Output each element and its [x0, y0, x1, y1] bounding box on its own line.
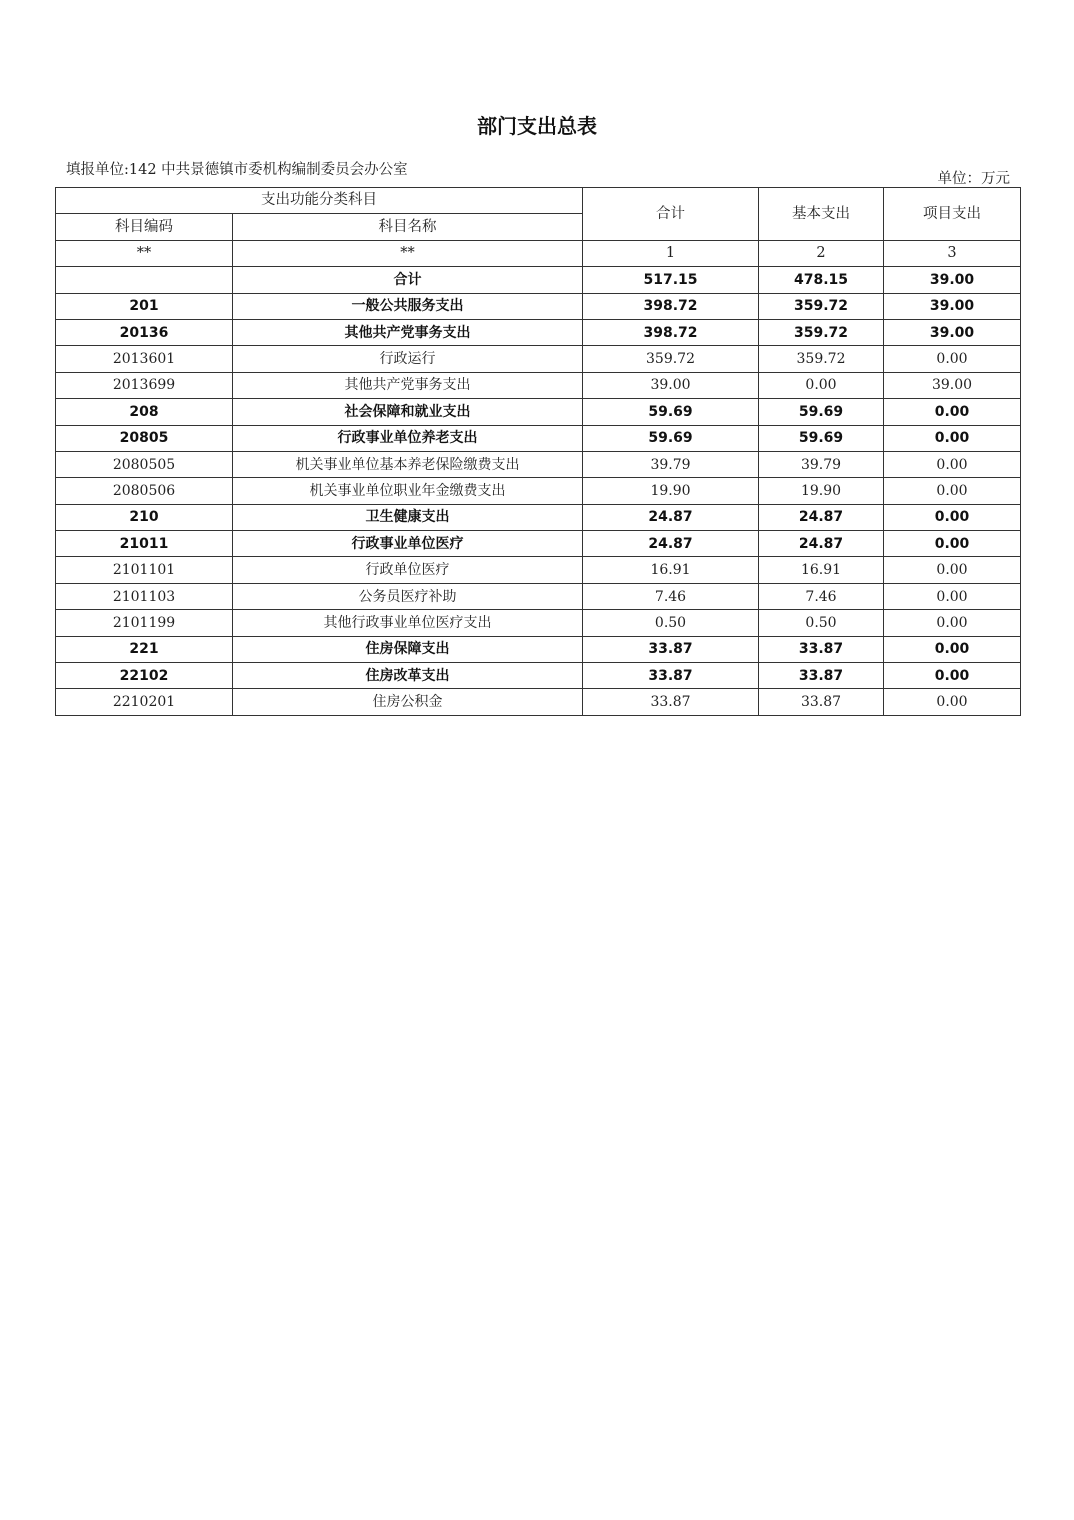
header-code: 科目编码 — [56, 214, 233, 240]
cell-name: 行政单位医疗 — [233, 557, 583, 583]
header-project: 项目支出 — [884, 188, 1021, 241]
cell-code: 20136 — [56, 319, 233, 345]
cell-code: 2013699 — [56, 372, 233, 398]
cell-project: 0.00 — [884, 504, 1021, 530]
table-row — [56, 583, 1021, 609]
table-row — [56, 319, 1021, 345]
cell-total: 24.87 — [583, 531, 759, 557]
cell-total: 33.87 — [583, 663, 759, 689]
cell-code: 2101199 — [56, 610, 233, 636]
index-name: ** — [233, 240, 583, 266]
cell-project: 0.00 — [884, 557, 1021, 583]
table-row — [56, 399, 1021, 425]
cell-project: 39.00 — [884, 372, 1021, 398]
cell-basic: 39.79 — [759, 451, 884, 477]
cell-total: 7.46 — [583, 583, 759, 609]
money-unit: 单位：万元 — [937, 171, 1010, 187]
cell-code: 20805 — [56, 425, 233, 451]
cell-code: 22102 — [56, 663, 233, 689]
cell-basic: 359.72 — [759, 319, 884, 345]
cell-basic: 359.72 — [759, 346, 884, 372]
cell-name: 合计 — [233, 267, 583, 293]
cell-project: 0.00 — [884, 583, 1021, 609]
cell-basic: 0.00 — [759, 372, 884, 398]
cell-total: 517.15 — [583, 267, 759, 293]
table-row — [56, 451, 1021, 477]
cell-basic: 19.90 — [759, 478, 884, 504]
cell-name: 一般公共服务支出 — [233, 293, 583, 319]
cell-total: 33.87 — [583, 636, 759, 662]
header-name: 科目名称 — [233, 214, 583, 240]
cell-code: 2080505 — [56, 451, 233, 477]
cell-total: 39.00 — [583, 372, 759, 398]
table-row — [56, 504, 1021, 530]
table-row — [56, 531, 1021, 557]
cell-total: 16.91 — [583, 557, 759, 583]
cell-basic: 359.72 — [759, 293, 884, 319]
cell-project: 0.00 — [884, 531, 1021, 557]
table-row — [56, 610, 1021, 636]
header-basic: 基本支出 — [759, 188, 884, 241]
cell-total: 59.69 — [583, 425, 759, 451]
header-group: 支出功能分类科目 — [56, 188, 583, 214]
cell-basic: 24.87 — [759, 531, 884, 557]
cell-name: 卫生健康支出 — [233, 504, 583, 530]
cell-total: 359.72 — [583, 346, 759, 372]
cell-total: 39.79 — [583, 451, 759, 477]
cell-project: 39.00 — [884, 319, 1021, 345]
cell-project: 0.00 — [884, 478, 1021, 504]
cell-name: 住房改革支出 — [233, 663, 583, 689]
cell-code: 21011 — [56, 531, 233, 557]
cell-name: 社会保障和就业支出 — [233, 399, 583, 425]
cell-name: 住房保障支出 — [233, 636, 583, 662]
filler-unit: 填报单位:142 中共景德镇市委机构编制委员会办公室 — [66, 162, 408, 178]
cell-project: 0.00 — [884, 663, 1021, 689]
cell-total: 398.72 — [583, 319, 759, 345]
cell-project: 0.00 — [884, 451, 1021, 477]
cell-project: 0.00 — [884, 689, 1021, 715]
cell-basic: 16.91 — [759, 557, 884, 583]
cell-project: 0.00 — [884, 636, 1021, 662]
table-row — [56, 636, 1021, 662]
cell-total: 0.50 — [583, 610, 759, 636]
index-project: 3 — [884, 240, 1021, 266]
cell-name: 其他行政事业单位医疗支出 — [233, 610, 583, 636]
page-title: 部门支出总表 — [477, 114, 597, 138]
table-row — [56, 663, 1021, 689]
cell-name: 行政事业单位养老支出 — [233, 425, 583, 451]
cell-code: 2080506 — [56, 478, 233, 504]
cell-name: 行政事业单位医疗 — [233, 531, 583, 557]
cell-basic: 7.46 — [759, 583, 884, 609]
table-row — [56, 689, 1021, 715]
cell-code: 2101103 — [56, 583, 233, 609]
cell-project: 0.00 — [884, 399, 1021, 425]
cell-name: 其他共产党事务支出 — [233, 372, 583, 398]
cell-project: 0.00 — [884, 346, 1021, 372]
cell-code: 208 — [56, 399, 233, 425]
cell-code — [56, 267, 233, 293]
table-row — [56, 557, 1021, 583]
cell-name: 公务员医疗补助 — [233, 583, 583, 609]
header-total: 合计 — [583, 188, 759, 241]
cell-name: 机关事业单位基本养老保险缴费支出 — [233, 451, 583, 477]
cell-code: 201 — [56, 293, 233, 319]
cell-name: 住房公积金 — [233, 689, 583, 715]
header-row-group — [56, 188, 1021, 214]
cell-project: 39.00 — [884, 267, 1021, 293]
cell-basic: 33.87 — [759, 636, 884, 662]
cell-code: 221 — [56, 636, 233, 662]
cell-code: 2210201 — [56, 689, 233, 715]
cell-total: 398.72 — [583, 293, 759, 319]
cell-basic: 0.50 — [759, 610, 884, 636]
cell-basic: 33.87 — [759, 663, 884, 689]
cell-name: 其他共产党事务支出 — [233, 319, 583, 345]
cell-name: 机关事业单位职业年金缴费支出 — [233, 478, 583, 504]
cell-name: 行政运行 — [233, 346, 583, 372]
cell-total: 59.69 — [583, 399, 759, 425]
cell-project: 0.00 — [884, 610, 1021, 636]
index-basic: 2 — [759, 240, 884, 266]
table-row — [56, 267, 1021, 293]
table-row — [56, 372, 1021, 398]
table-row — [56, 293, 1021, 319]
cell-basic: 478.15 — [759, 267, 884, 293]
cell-code: 2101101 — [56, 557, 233, 583]
index-code: ** — [56, 240, 233, 266]
cell-basic: 59.69 — [759, 399, 884, 425]
cell-total: 33.87 — [583, 689, 759, 715]
cell-code: 210 — [56, 504, 233, 530]
cell-code: 2013601 — [56, 346, 233, 372]
cell-basic: 59.69 — [759, 425, 884, 451]
cell-project: 39.00 — [884, 293, 1021, 319]
cell-basic: 24.87 — [759, 504, 884, 530]
table-row — [56, 346, 1021, 372]
table-row — [56, 478, 1021, 504]
header-row-index — [56, 240, 1021, 266]
cell-total: 19.90 — [583, 478, 759, 504]
index-total: 1 — [583, 240, 759, 266]
cell-total: 24.87 — [583, 504, 759, 530]
cell-project: 0.00 — [884, 425, 1021, 451]
cell-basic: 33.87 — [759, 689, 884, 715]
table-row — [56, 425, 1021, 451]
expenditure-table — [55, 187, 1021, 716]
